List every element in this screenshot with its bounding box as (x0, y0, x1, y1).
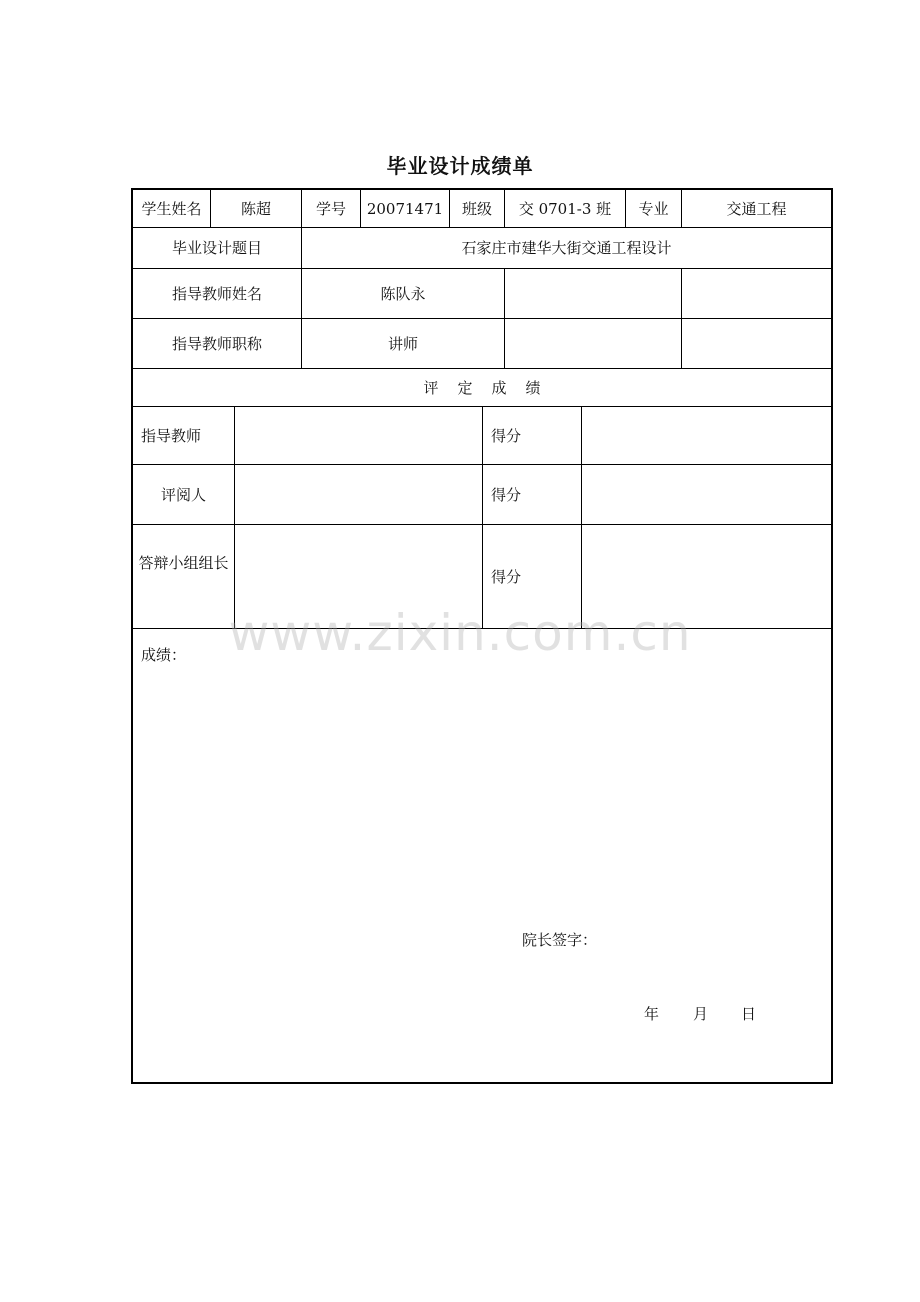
class-value: 交 0701-3 班 (518, 199, 612, 218)
score-row-label-reviewer: 评阅人 (160, 485, 206, 504)
major-label: 专业 (638, 199, 669, 218)
class-label: 班级 (461, 199, 492, 218)
score-value-defense-leader (582, 525, 831, 628)
student-name-label: 学生姓名 (141, 199, 202, 218)
advisor-title-value: 讲师 (387, 334, 418, 353)
watermark-text: www.zixin.com.cn (228, 604, 692, 662)
advisor-name-extra-1 (505, 269, 681, 318)
date-day-label: 日 (741, 1005, 757, 1023)
advisor-name-value: 陈队永 (380, 284, 426, 303)
grade-form-table (131, 188, 833, 1084)
score-value-reviewer (582, 465, 831, 524)
topic-value: 石家庄市建华大街交通工程设计 (461, 239, 672, 257)
score-row-label-defense-leader: 答辩小组组长 (138, 554, 229, 572)
evaluation-header: 评定成绩 (423, 378, 560, 397)
score-row-comment-defense-leader (235, 525, 482, 628)
advisor-title-extra-1 (505, 319, 681, 368)
page-title: 毕业设计成绩单 (386, 154, 534, 178)
student-id-label: 学号 (315, 199, 346, 218)
score-label-defense-leader: 得分 (491, 567, 522, 586)
advisor-name-extra-2 (682, 269, 831, 318)
major-value: 交通工程 (726, 199, 787, 218)
student-id-value: 20071471 (366, 199, 444, 218)
score-label-reviewer: 得分 (491, 485, 522, 504)
final-grade-label: 成绩： (141, 646, 187, 664)
topic-label: 毕业设计题目 (171, 239, 262, 257)
score-row-label-advisor: 指导教师 (141, 426, 202, 445)
score-row-comment-reviewer (235, 465, 482, 524)
score-row-comment-advisor (235, 407, 482, 464)
advisor-name-label: 指导教师姓名 (171, 284, 262, 303)
date-year-label: 年 (644, 1005, 660, 1023)
score-label-advisor: 得分 (491, 426, 522, 445)
dean-signature-label: 院长签字： (522, 931, 598, 949)
student-name-value: 陈超 (240, 199, 271, 218)
date-month-label: 月 (693, 1005, 709, 1023)
advisor-title-extra-2 (682, 319, 831, 368)
advisor-title-label: 指导教师职称 (171, 334, 262, 353)
score-value-advisor (582, 407, 831, 464)
